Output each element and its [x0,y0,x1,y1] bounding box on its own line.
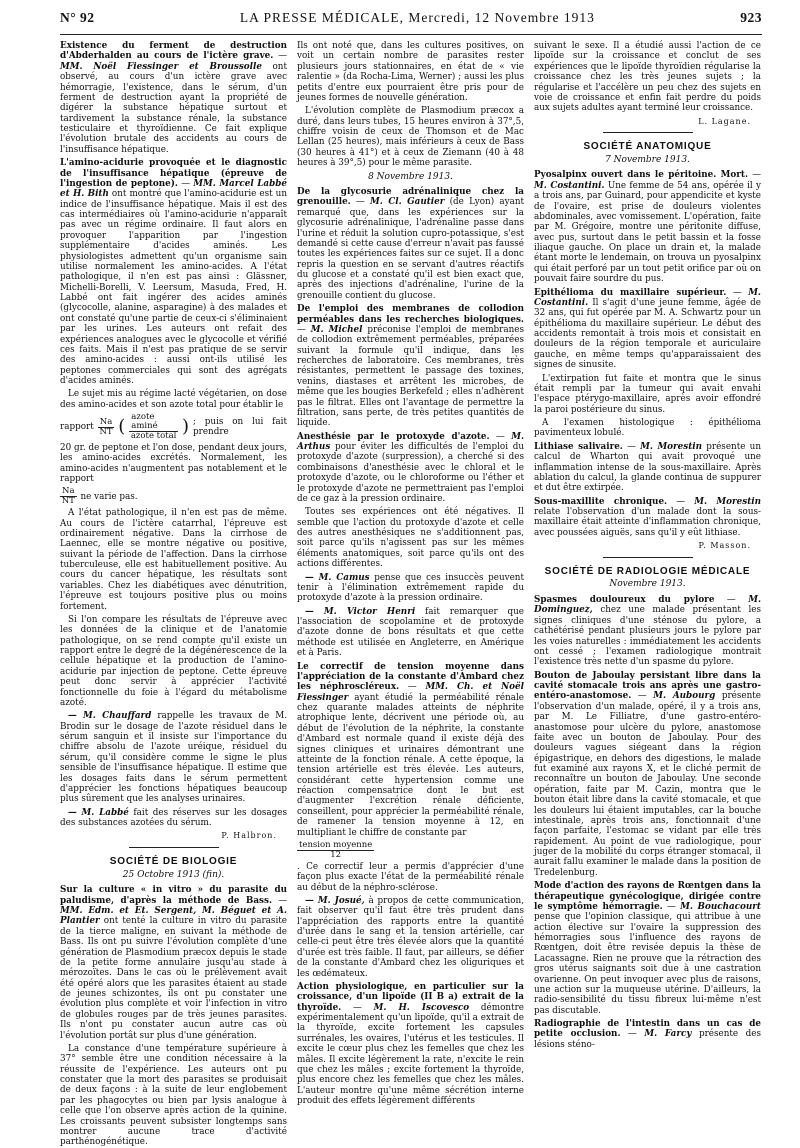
speaker-name: — M. Victor Henri [305,606,416,617]
paragraph: A l'état pathologique, il n'en est pas de même. Au cours de l'ictère catarrhal, l'épreuve est ordinairement négative. Dans la cirrhose de Laennec, elle se montre négative ou positive, suivant la période de l'affection. Dans la cirrhose tuberculeuse, elle est habituellement positive. Au cours du cancer hépatique, les résultats sont variables. Chez les diabétiques avec dénutrition, l'épreuve est toujours positive plus ou moins fortement. [60,508,287,612]
article-text: chez une malade présentant les signes cliniques d'une sténose du pylore, a cathétérisé pendant plusieurs jours le pylore par les voies naturelles : immédiatement les accidents ont cessé ; l'examen radiologique montrait l'existence très nette d'un spasme du pylore. [534,605,761,668]
article-authors: M. Morestin [694,496,762,507]
article-title: Radiographie de l'intestin dans un cas de petite occlusion. [534,1019,761,1040]
fraction-numerator: azote aminé [129,413,178,432]
paragraph: suivant le sexe. Il a étudié aussi l'action de ce lipoïde sur la croissance et conclut de ses expériences que le lipoïde thyroïdien régularise la croissance chez les très jeunes sujets ; la régularise et l'accélère un peu chez des sujets en voie de croissance et enfin fait perdre du poids aux sujets adultes ayant terminé leur croissance. [534,41,761,114]
article-authors: M. Costantini. [534,180,605,191]
article-text: démontre expérimentalement qu'un lipoïde, qu'il a extrait de la thyroïde, excite fortement les capsules surrénales, les ovaires, l'utérus et les testicules. Il excite le cœur plus chez les femelles que chez les mâles. Il excite légèrement la rate, n'excite le rein que chez les mâles ; excite fortement la thyroïde, plus encore chez les femelles que chez les mâles. L'auteur montre qu'une même sécrétion interne produit des effets légèrement différents [297,1002,524,1107]
paren-close: ) [181,416,190,437]
page-number: 923 [740,10,762,25]
article-authors: M. Dominguez, [534,595,762,616]
speaker-name: — M. Camus [305,572,370,583]
paragraph [60,808,287,829]
article-title: L'amino-acidurie provoquée et le diagnostic de l'insuffisance hépatique (épreuve de l'ingestion de peptone). [60,158,287,189]
paragraph-text: fait des réserves sur les dosages des substances azotées du sérum. [60,807,288,829]
paragraph [297,573,524,604]
speaker-name: — M. Josué, [305,895,365,906]
article-authors: M. Bouchacourt [680,901,761,912]
page-header [60,10,762,35]
article-text: ont tenté la culture in vitro du parasite de la tierce maligne, en suivant la méthode de Bass. Ils ont pu suivre l'évolution complète d'une génération de Plasmodium præcox depuis le stade de la petite forme annulaire jusqu'au stade à mérozoïtes. Dans le cas où le prélèvement avait été opéré alors que les parasites étaient au stade de jeunes schizontes, ils ont pu constater une évolution plus complète et voir l'infection in vitro de globules rouges par de très jeunes parasites. Ils n'ont pu constater aucun autre cas où l'évolution portât sur plus d'une génération. [60,916,287,1041]
article-authors: M. Costantini. [534,287,761,308]
column-3 [534,41,761,1076]
signature: P. Masson. [698,541,751,551]
article: Le correctif de tension moyenne dans l'appréciation de la constante d'Ambard chez les néphroscléreux. — MM. Ch. et Noël Fiessinger ayant étudié la perméabilité rénale chez quarante malades atteints de néphrite atrophique lente, décrivent une période où, au début de l'évolution de la néphrite, la constante d'Ambard est normale quand il existe déjà des signes cliniques et urinaires démontrant une atteinte de la fonction rénale. A cette époque, la tension artérielle est très élevée. Les auteurs, considérant cette hypertension comme une réaction compensatrice dont le but est d'augmenter l'excrétion rénale déficiente, conseillent, pour apprécier la perméabilité rénale, de ramener la tension moyenne à 12, en multipliant le chiffre de constante par [297,661,525,838]
correction-formula [297,841,524,860]
article: Sur la culture « in vitro » du parasite du paludisme, d'après la méthode de Bass. — MM. Edm. et Et. Sergent, M. Béguet et A. Plantier ont tenté la culture in vitro du parasite de la tierce maligne, en suivant la méthode de Bass. Ils ont pu suivre l'évolution complète d'une génération de Plasmodium præcox depuis le stade de la petite forme annulaire jusqu'au stade à mérozoïtes. Dans le cas où le prélèvement avait été opéré alors que les parasites étaient au stade de jeunes schizontes, ils ont pu constater une évolution plus complète et voir l'infection in vitro de globules rouges par de très jeunes parasites. Ils n'ont pu constater aucun autre cas où l'évolution portât sur plus d'une génération. [60,885,287,1041]
article-title: Anesthésie par le protoxyde d'azote. [297,431,490,442]
fraction-denominator: NT [99,426,113,437]
signature: P. Halbron. [221,831,277,841]
article-title: Action physiologique, en particulier sur la croissance, d'un lipoïde (II B a) extrait de la thyroïde. [297,981,524,1013]
article-text: ayant étudié la perméabilité rénale chez quarante malades atteints de néphrite atrophique lente, décrivent une période où, au début de l'évolution de la néphrite, la constante d'Ambard est normale quand il existe déjà des signes cliniques et urinaires démontrant une atteinte de la fonction rénale. A cette époque, la tension artérielle est très élevée. Les auteurs, considérant cette hypertension comme une réaction compensatrice dont le but est d'augmenter l'excrétion rénale déficiente, conseillent, pour apprécier la perméabilité rénale, de ramener la tension moyenne à 12, en multipliant le chiffre de constante par [297,692,525,838]
article-authors: M. Farcy [644,1029,692,1040]
issue-number: N° 92 [60,10,95,25]
formula-suffix: ; puis on lui fait prendre [193,416,287,437]
article: Sous-maxillite chronique. — M. Morestin relate l'observation d'un malade dont la sous-maxillaire était atteinte d'inflammation chronique, avec poussées aiguës, sans qu'il y eût lithiase. [534,496,762,538]
paragraph: Si l'on compare les résultats de l'épreuve avec les données de la clinique et de l'anatomie pathologique, on se rend compte qu'il existe un rapport entre le degré de la dégénérescence de la cellule hépatique et la production de l'amino-acidurie par injection de peptone. Cette épreuve peut donc servir à apprécier l'activité fonctionnelle du foie à l'égard du métabolisme azoté. [60,614,287,708]
section-heading: SOCIÉTÉ DE RADIOLOGIE MÉDICALE [544,565,751,577]
article: Epithélioma du maxillaire supérieur. — M. Costantini. Il s'agit d'une jeune femme, âgée de 32 ans, qui fut opérée par M. A. Schwartz pour un épithélioma du maxillaire supérieur. Le début des accidents remontait à trois mois et consistait en douleurs de la région temporale et auriculaire gauche, en même temps qu'apparaissaient des signes de sinusite. [534,287,762,371]
paragraph: La constance d'une température supérieure à 37° semble être une condition nécessaire à la réussite de l'expérience. Les auteurs ont pu constater que la mort des parasites se produisait de deux façons : à la suite de leur englobement par les phagocytes ou bien par lysis analogue à celle que l'on observe après action de la quinine. Les croissants peuvent subsister longtemps sans montrer aucune trace d'activité parthénogénétique. [60,1043,287,1148]
fraction [297,841,374,860]
fraction-numerator: Na [62,486,75,497]
section-date: 25 Octobre 1913 (fin). [122,869,225,880]
article-title: Mode d'action des rayons de Rœntgen dans la thérapeutique gynécologique, dirigée contre le symptôme hémorragie. [534,881,761,912]
article-title: Sur la culture « in vitro » du parasite du paludisme, d'après la méthode de Bass. [60,885,287,906]
article-authors: MM. Marcel Labbé et H. Bith [60,178,287,200]
article: Radiographie de l'intestin dans un cas de petite occlusion. — M. Farcy présente des lésions sténo- [534,1019,761,1050]
journal-name: LA PRESSE MÉDICALE, [239,10,405,25]
fraction-numerator: tension moyenne [299,839,373,850]
article-title: De la glycosurie adrénalinique chez la grenouille. [297,187,524,208]
article: Action physiologique, en particulier sur la croissance, d'un lipoïde (II B a) extrait de la thyroïde. — M. H. Iscovesco démontre expérimentalement qu'un lipoïde, qu'il a extrait de la thyroïde, excite fortement les capsules surrénales, les ovaires, l'utérus et les testicules. Il excite le cœur plus chez les femelles que chez les mâles. Il excite légèrement la rate, n'excite le rein que chez les mâles ; excite fortement la thyroïde, plus encore chez les femelles que chez les mâles. L'auteur montre qu'une même sécrétion interne produit des effets légèrement différents [297,981,524,1107]
article-text: pour éviter les difficultés de l'emploi du protoxyde d'azote (surpression), a cherché si des combinaisons d'anesthésie avec le chloral et le protoxyde d'azote, ou le chloroforme ou l'éther et le protoxyde d'azote ne permettraient pas l'emploi de ce gaz à la pression ordinaire. [297,442,524,504]
article-title: Sous-maxillite chronique. [534,496,668,507]
paragraph: A l'examen histologique : épithélioma pavimenteux lobulé. [534,418,761,439]
article-authors: M. Arthus [297,431,525,453]
ratio-formula [60,413,287,441]
section-divider [603,557,693,558]
paragraph-text: pense que ces insuccès peuvent tenir à l'élimination extrêmement rapide du protoxyde d'azote à la pression ordinaire. [297,572,524,604]
paragraph [60,711,287,804]
article-title: Pyosalpinx ouvert dans le péritoine. Mort. [534,170,749,181]
article-text: pense que l'opinion classique, qui attribue à une action élective sur l'ovaire la suppression des hémorragies sous l'influence des rayons de Rœntgen, doit être revisée depuis la thèse de Lacassagne. Rien ne prouve que la rétraction des gros utérus saignants soit due à une castration ovarienne. On peut invoquer avec plus de raisons, une action sur la muqueuse utérine. D'ailleurs, la radio-sensibilité du tissu fibreux lui-même n'est pas discutable. [534,912,761,1016]
article-text: (de Lyon) ayant remarqué que, dans les expériences sur la glycosurie adrénalinique, l'adrénaline passe dans l'urine et réduit la solution cupro-potassique, s'est demandé si cette cause d'erreur n'avait pas faussé toutes les expériences faites sur ce sujet. Il a donc repris la question en se servant d'autres réactifs du glucose et a constaté qu'il est bien exact que, après des injections d'adrénaline, l'urine de la grenouille contient du glucose. [297,197,525,301]
article: Existence du ferment de destruction d'Abderhalden au cours de l'ictère grave. — MM. Noël Fiessinger et Broussolle ont observé, au cours d'un ictère grave avec hémorragie, l'existence, dans le sérum, d'un ferment de destruction ayant la propriété de digérer la substance hépatique surtout et tardivement la substance rénale, la substance testiculaire et thyroïdienne. Ce fait explique l'évolution brutale des accidents au cours de l'insuffisance hépatique. [60,41,288,155]
section-date: 7 Novembre 1913. [605,154,690,165]
fraction [98,418,115,437]
section-date: Novembre 1913. [609,579,686,590]
article-title: Spasmes douloureux du pylore [534,595,715,606]
article-authors: MM. Ch. et Noël Fiessinger [297,682,524,703]
fraction [129,413,178,441]
signature: L. Lagane. [698,116,751,126]
speaker-name: — M. Chauffard [68,711,152,722]
article-authors: M. Michel [310,324,363,335]
article-text: présente un calcul de Wharton qui avait provoqué une inflammation intense de la sous-maxillaire. Après ablation du calcul, la glande continua de suppurer et dut être extirpée. [534,441,761,494]
fraction [60,487,77,506]
columns [60,41,762,1148]
section-date: 8 Novembre 1913. [368,171,453,182]
speaker-name: — M. Labbé [68,807,129,818]
article: Spasmes douloureux du pylore — M. Dominguez, chez une malade présentant les signes cliniques d'une sténose du pylore, a cathétérisé pendant plusieurs jours le pylore par les voies naturelles : immédiatement les accidents ont cessé ; l'examen radiologique montrait l'existence très nette d'un spasme du pylore. [534,595,762,668]
column-1 [60,41,288,1148]
article-text: relate l'observation d'un malade dont la sous-maxillaire était atteinte d'inflammation chronique, avec poussées aiguës, sans qu'il y eût lithiase. [534,507,761,538]
article-title: Lithiase salivaire. [534,441,623,452]
section-heading: SOCIÉTÉ DE BIOLOGIE [109,855,238,867]
paragraph-text: fait remarquer que l'association de scopolamine et de protoxyde d'azote donne de bons résultats et que cette méthode est utilisée en Angleterre, en Amérique et à Paris. [297,606,525,659]
article-authors: M. Morestin [640,441,703,452]
formula-prefix: rapport [60,421,94,432]
article: Lithiase salivaire. — M. Morestin présente un calcul de Wharton qui avait provoqué une inflammation intense de la sous-maxillaire. Après ablation du calcul, la glande continua de suppurer et dut être extirpée. [534,441,761,494]
article-text: Il s'agit d'une jeune femme, âgée de 32 ans, qui fut opérée par M. A. Schwartz pour un épithélioma du maxillaire supérieur. Le début des accidents remontait à trois mois et consistait en douleurs de la région temporale et auriculaire gauche, en même temps qu'apparaissaient des signes de sinusite. [534,297,762,371]
column-2 [297,41,525,1107]
article-text: présente l'observation d'un malade, opéré, il y a trois ans, par M. Le Filliatre, d'une gastro-entéro-anastomose pour ulcère du pylore, anastomose faite avec un bouton de Jaboulay. Pour des douleurs vagues siégeant dans la région épigastrique, en dehors des digestions, le malade fut examiné aux rayons X, et le cliché permit de reconnaître un bouton de Jaboulay. Une seconde opération, faite par M. Cazin, montra que le bouton était libre dans la cavité stomacale, et que les douleurs lui étaient imputables, car la bouche intestinale, après trois ans, fonctionnait d'une façon parfaite, l'estomac se vidant par elle très rapidement. Au point de vue radiologique, pour juger de la mobilité du corps étranger stomacal, il aurait fallu examiner le malade dans la position de Tredelenburg. [534,691,761,878]
article-text: ont montré que l'amino-acidurie est un indice de l'insuffisance hépatique. Mais il est des cas intermédiaires où l'amino-acidurie n'apparaît pas avec un régime ordinaire. Il faut alors en provoquer l'apparition par l'ingestion supplémentaire d'acides aminés. Les physiologistes admettent qu'un organisme sain utilise normalement les amino-acides. A l'état pathologique, il n'en est pas ainsi : Glässner, Michelli-Borelli, V. Leersum, Masuda, Fred, H. Labbé ont fait ingérer des acides aminés (glycocolle, alanine, asparagine) à des malades et ont constaté qu'une partie de ceux-ci s'éliminaient par les urines. Les auteurs ont refait des expériences analogues avec le glycocolle et vérifié ces faits. Mais il n'est pas pratique de se servir des amino-acides : aussi ont-ils utilisé les peptones commerciales qui sont des agrégats d'acides aminés. [60,189,288,386]
section-heading: SOCIÉTÉ ANATOMIQUE [583,141,712,153]
paragraph: Le sujet mis au régime lacté végétarien, on dose des amino-acides et son azote total pour établir le [60,389,287,410]
fraction-denominator: NT [61,496,75,507]
article-title: Le correctif de tension moyenne dans l'appréciation de la constante d'Ambard chez les néphroscléreux. [297,661,524,693]
paragraph [297,896,524,979]
article: Bouton de Jaboulay persistant libre dans la cavité stomacale trois ans après une gastro-entéro-anastomose. — M. Aubourg présente l'observation d'un malade, opéré, il y a trois ans, par M. Le Filliatre, d'une gastro-entéro-anastomose pour ulcère du pylore, anastomose faite avec un bouton de Jaboulay. Pour des douleurs vagues siégeant dans la région épigastrique, en dehors des digestions, le malade fut examiné aux rayons X, et le cliché permit de reconnaître un bouton de Jaboulay. Une seconde opération, faite par M. Cazin, montra que le bouton était libre dans la cavité stomacale, et que les douleurs lui étaient imputables, car la bouche intestinale, après trois ans, fonctionnait d'une façon parfaite, l'estomac se vidant par elle très rapidement. Au point de vue radiologique, pour juger de la mobilité du corps étranger stomacal, il aurait fallu examiner le malade dans la position de Tredelenburg. [534,670,761,878]
article-text: préconise l'emploi de membranes de collodion extrêmement perméables, préparées suivant la formule qu'il indique, dans les recherches de laboratoire. Ces membranes, très résistantes, permettent le passage des toxines, venins, diastases et arrêtent les microbes, de même que les bougies Berkefeld ; elles n'adhèrent pas le filtrat. Elles ont l'avantage de permettre la filtration, sans perte, de très petites quantités de liquide. [297,324,525,429]
article-text: présente des lésions sténo- [534,1029,761,1050]
paragraph-text: rappelle les travaux de M. Brodin sur le dosage de l'azote résiduel dans le sérum sanguin et il insiste sur l'importance du chiffre absolu de l'azote uréique, résiduel du sérum, qu'il considère comme le signe le plus sensible de l'insuffisance hépatique. Il estime que les dosages faits dans le sérum permettent d'apprécier les fonctions hépatiques beaucoup plus sûrement que les analyses urinaires. [60,711,287,805]
article-authors: M. Aubourg [653,691,716,702]
ratio-formula [60,487,287,506]
section-divider [129,847,219,848]
article-text: Une femme de 54 ans, opérée il y a trois ans, par Guinard, pour appendicite et kyste de l'ovaire, est prise de douleurs violentes abdominales, avec vomissement. L'opération, faite par M. Grégoire, montre une péritonite diffuse, avec pus, surtout dans le petit bassin et la fosse iliaque gauche. On place un drain et, la malade étant morte le lendemain, on trouva un pyosalpinx qui était perforé par un tout petit orifice par où on pouvait faire sourdre du pus. [534,180,761,285]
paragraph-text: à propos de cette communication, fait observer qu'il faut être très prudent dans l'appréciation des rapports entre la quantité d'urée dans le sang et la tension artérielle, car celle-ci peut être très élevée alors que la quantité d'urée est très faible. Il faut, par ailleurs, se défier de la constante d'Ambard chez les oliguriques et les œdémateux. [297,895,524,979]
fraction-numerator: Na [99,416,113,427]
paren-open: ( [118,416,126,437]
fraction-denominator: 12 [330,849,342,860]
fraction-denominator: azote total [130,430,177,441]
paragraph: L'extirpation fut faite et montra que le sinus était rempli par la tumeur qui avait envahi l'espace ptérygo-maxillaire, après avoir effondré la paroi postérieure du sinus. [534,373,761,415]
journal-title [240,10,595,26]
article-title: Bouton de Jaboulay persistant libre dans la cavité stomacale trois ans après une gastro-entéro-anastomose. [534,670,761,702]
article: Pyosalpinx ouvert dans le péritoine. Mort. — M. Costantini. Une femme de 54 ans, opérée il y a trois ans, par Guinard, pour appendicite et kyste de l'ovaire, est prise de douleurs violentes abdominales, avec vomissement. L'opération, faite par M. Grégoire, montre une péritonite diffuse, avec pus, surtout dans le petit bassin et la fosse iliaque gauche. On place un drain et, la malade étant morte le lendemain, on trouva un pyosalpinx qui était perforé par un tout petit orifice par où on pouvait faire sourdre du pus. [534,170,761,285]
section-divider [603,132,693,133]
paragraph: Ils ont noté que, dans les cultures positives, on voit un certain nombre de parasites rester plusieurs jours stationnaires, en état de « vie ralentie » (da Rocha-Lima, Werner) ; aussi les plus petits d'entre eux pourraient être pris pour de jeunes formes de nouvelle génération. [297,41,524,103]
article-authors: M. Cl. Gautier [369,197,445,208]
article-authors: MM. Edm. et Et. Sergent, M. Béguet et A. Plantier [60,906,287,927]
article: L'amino-acidurie provoquée et le diagnostic de l'insuffisance hépatique (épreuve de l'ingestion de peptone). — MM. Marcel Labbé et H. Bith ont montré que l'amino-acidurie est un indice de l'insuffisance hépatique. Mais il est des cas intermédiaires où l'amino-acidurie n'apparaît pas avec un régime ordinaire. Il faut alors en provoquer l'apparition par l'ingestion supplémentaire d'acides aminés. Les physiologistes admettent qu'un organisme sain utilise normalement les amino-acides. A l'état pathologique, il n'en est pas ainsi : Glässner, Michelli-Borelli, V. Leersum, Masuda, Fred, H. Labbé ont fait ingérer des acides aminés (glycocolle, alanine, asparagine) à des malades et ont constaté qu'une partie de ceux-ci s'éliminaient par les urines. Les auteurs ont refait des expériences analogues avec le glycocolle et vérifié ces faits. Mais il n'est pas pratique de se servir des amino-acides : aussi ont-ils utilisé les peptones commerciales qui sont des agrégats d'acides aminés. [60,158,288,386]
issue-date: Mercredi, 12 Novembre 1913 [408,10,595,25]
article: De l'emploi des membranes de collodion perméables dans les recherches biologiques. — M. Michel préconise l'emploi de membranes de collodion extrêmement perméables, préparées suivant la formule qu'il indique, dans les recherches de laboratoire. Ces membranes, très résistantes, permettent le passage des toxines, venins, diastases et arrêtent les microbes, de même que les bougies Berkefeld ; elles n'adhèrent pas le filtrat. Elles ont l'avantage de permettre la filtration, sans perte, de très petites quantités de liquide. [297,304,525,429]
paragraph: Toutes ses expériences ont été négatives. Il semble que l'action du protoxyde d'azote et celle des autres anesthésiques ne s'additionnent pas, soit parce qu'ils n'agissent pas sur les mêmes éléments anatomiques, soit parce qu'ils ont des actions différentes. [297,507,524,570]
article: De la glycosurie adrénalinique chez la grenouille. — M. Cl. Gautier (de Lyon) ayant remarqué que, dans les expériences sur la glycosurie adrénalinique, l'adrénaline passe dans l'urine et réduit la solution cupro-potassique, s'est demandé si cette cause d'erreur n'avait pas faussé toutes les expériences faites sur ce sujet. Il a donc repris la question en se servant d'autres réactifs du glucose et a constaté qu'il est bien exact que, après des injections d'adrénaline, l'urine de la grenouille contient du glucose. [297,187,525,301]
article-title: Existence du ferment de destruction d'Abderhalden au cours de l'ictère grave. [60,41,287,62]
article-title: De l'emploi des membranes de collodion perméables dans les recherches biologiques. [297,304,524,325]
paragraph: 20 gr. de peptone et l'on dose, pendant deux jours, les amino-acides excrétés. Normalement, les amino-acides n'augmentent pas notablement et le rapport [60,442,287,485]
article: Anesthésie par le protoxyde d'azote. — M. Arthus pour éviter les difficultés de l'emploi du protoxyde d'azote (surpression), a cherché si des combinaisons d'anesthésie avec le chloral et le protoxyde d'azote, ou le chloroforme ou l'éther et le protoxyde d'azote ne permettraient pas l'emploi de ce gaz à la pression ordinaire. [297,431,525,504]
paragraph [297,607,524,659]
paragraph: L'évolution complète de Plasmodium præcox a duré, dans leurs tubes, 15 heures environ à 37°,5, chiffre voisin de ceux de Thomson et de Mac Lellan (25 heures), mais inférieurs à ceux de Bass (30 heures à 41°) et à ceux de Ziemann (40 à 48 heures à 39°,5) pour le même parasite. [297,106,524,169]
paragraph: . Ce correctif leur a permis d'apprécier d'une façon plus exacte l'état de la perméabilité rénale au début de la néphro-sclérose. [297,861,524,893]
formula-suffix: ne varie pas. [80,491,138,502]
article-authors: M. H. Iscovesco [373,1002,470,1013]
article-text: ont observé, au cours d'un ictère grave avec hémorragie, l'existence, dans le sérum, d'un ferment de destruction ayant la propriété de digérer la substance hépatique surtout et tardivement la substance rénale, la substance testiculaire et thyroïdienne. Ce fait explique l'évolution brutale des accidents au cours de l'insuffisance hépatique. [60,61,288,155]
article: Mode d'action des rayons de Rœntgen dans la thérapeutique gynécologique, dirigée contre le symptôme hémorragie. — M. Bouchacourt pense que l'opinion classique, qui attribue à une action élective sur l'ovaire la suppression des hémorragies sous l'influence des rayons de Rœntgen, doit être revisée depuis la thèse de Lacassagne. Rien ne prouve que la rétraction des gros utérus saignants soit due à une castration ovarienne. On peut invoquer avec plus de raisons, une action sur la muqueuse utérine. D'ailleurs, la radio-sensibilité du tissu fibreux lui-même n'est pas discutable. [534,881,761,1016]
article-authors: MM. Noël Fiessinger et Broussolle [60,61,262,72]
article-title: Epithélioma du maxillaire supérieur. [534,287,727,298]
